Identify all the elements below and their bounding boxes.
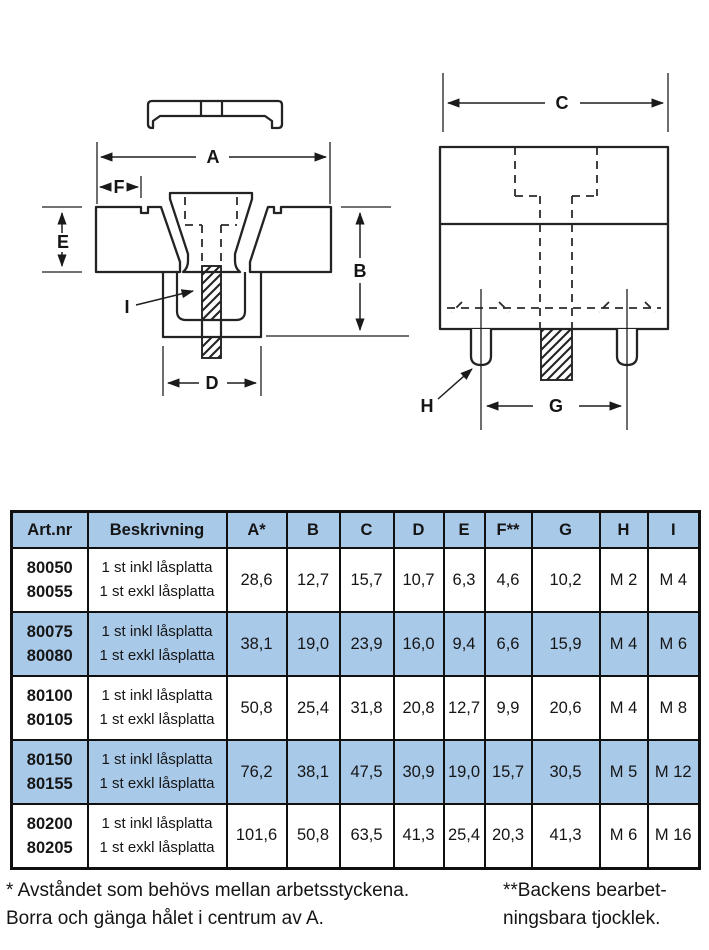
value-cell: 15,7 [340,548,394,612]
dim-label-c: C [555,93,569,113]
value-cell: M 8 [648,676,700,740]
description-line: 1 st inkl låsplatta [101,559,213,576]
description-line: 1 st exkl låsplatta [99,711,215,728]
dim-label-f: F [113,177,125,197]
value-cell: 25,4 [287,676,340,740]
value-cell: 12,7 [287,548,340,612]
description-cell [88,804,227,868]
header-cell: H [600,512,648,549]
header-cell: G [532,512,600,549]
art-nr-cell [12,548,88,612]
value-cell: M 2 [600,548,648,612]
clamp-insert [170,193,252,272]
value-cell: 47,5 [340,740,394,804]
dim-F [100,176,141,198]
spec-table [10,510,701,870]
value-cell: 76,2 [227,740,287,804]
value-cell: M 4 [648,548,700,612]
footnote-a-line2: Borra och gänga hålet i centrum av A. [6,907,324,929]
art-nr: 80080 [26,647,73,665]
value-cell: 6,3 [444,548,485,612]
art-nr: 80155 [26,775,73,793]
table-header-row [12,512,700,549]
bolt-section-upper [202,266,221,320]
left-section-view [42,101,409,396]
dim-label-b: B [353,261,367,281]
jaw-front-body [440,147,668,329]
value-cell: 30,5 [532,740,600,804]
value-cell: 38,1 [287,740,340,804]
value-cell: 9,4 [444,612,485,676]
description-cell [88,740,227,804]
value-cell: 25,4 [444,804,485,868]
dim-label-i: I [124,297,130,317]
art-nr-cell [12,740,88,804]
value-cell: 20,6 [532,676,600,740]
footnote-a [6,877,409,932]
art-nr: 80200 [26,814,73,833]
header-cell: A* [227,512,287,549]
value-cell: 4,6 [485,548,532,612]
value-cell: 15,7 [485,740,532,804]
art-nr: 80105 [26,711,73,729]
description-cell [88,676,227,740]
header-cell: Art.nr [12,512,88,549]
value-cell: 50,8 [287,804,340,868]
value-cell: 20,3 [485,804,532,868]
value-cell: 10,7 [394,548,444,612]
dim-label-a: A [206,147,220,167]
header-cell: E [444,512,485,549]
value-cell: M 4 [600,612,648,676]
value-cell: 12,7 [444,676,485,740]
footnote-a-line1: * Avståndet som behövs mellan arbetsstyckena. [6,880,410,901]
value-cell: 19,0 [444,740,485,804]
art-nr-cell [12,612,88,676]
art-nr: 80075 [26,623,73,641]
table-row [12,676,700,740]
art-nr: 80205 [26,838,73,857]
footnote-f-line2: ningsbara tjocklek. [503,907,661,929]
footnote-f-line1: **Backens bearbet- [503,880,667,901]
dim-label-g: G [548,396,564,416]
value-cell: M 4 [600,676,648,740]
value-cell: 6,6 [485,612,532,676]
header-cell: C [340,512,394,549]
dim-E [42,207,82,272]
description-line: 1 st inkl låsplatta [101,687,213,704]
art-nr: 80150 [26,751,73,769]
description-line: 1 st exkl låsplatta [99,775,215,792]
value-cell: 9,9 [485,676,532,740]
value-cell: 10,2 [532,548,600,612]
description-line: 1 st inkl låsplatta [101,751,213,768]
art-nr: 80050 [26,559,73,577]
header-cell: B [287,512,340,549]
description-line: 1 st exkl låsplatta [99,647,215,664]
callout-I [124,291,193,317]
description-line: 1 st exkl låsplatta [99,838,215,856]
value-cell: 19,0 [287,612,340,676]
value-cell: 41,3 [394,804,444,868]
value-cell: 30,9 [394,740,444,804]
jaw-top-view [148,101,282,128]
dim-label-e: E [56,232,70,252]
value-cell: M 16 [648,804,700,868]
value-cell: M 5 [600,740,648,804]
value-cell: 28,6 [227,548,287,612]
table-row [12,740,700,804]
bolt-section-lower [202,337,221,358]
value-cell: 23,9 [340,612,394,676]
dim-label-d: D [205,373,219,393]
value-cell: 50,8 [227,676,287,740]
description-line: 1 st inkl låsplatta [101,623,213,640]
art-nr: 80055 [26,583,73,601]
value-cell: 101,6 [227,804,287,868]
art-nr: 80100 [26,687,73,705]
description-line: 1 st exkl låsplatta [99,583,215,600]
table-row [12,612,700,676]
header-cell: F** [485,512,532,549]
description-cell [88,612,227,676]
art-nr-cell [12,676,88,740]
value-cell: 41,3 [532,804,600,868]
value-cell: 31,8 [340,676,394,740]
callout-H [421,369,473,416]
value-cell: M 12 [648,740,700,804]
value-cell: M 6 [600,804,648,868]
table-row [12,548,700,612]
footnote-f [503,877,667,932]
jaw-right-block [250,207,331,272]
art-nr-cell [12,804,88,868]
header-cell: D [394,512,444,549]
header-cell: I [648,512,700,549]
dim-label-h: H [420,396,434,416]
value-cell: 15,9 [532,612,600,676]
jaw-left-block [96,207,180,272]
value-cell: 63,5 [340,804,394,868]
bolt-front [541,329,572,380]
dim-C [443,73,668,132]
right-front-view [421,73,669,430]
description-cell [88,548,227,612]
description-line: 1 st inkl låsplatta [101,814,213,832]
table-row [12,804,700,868]
value-cell: 20,8 [394,676,444,740]
value-cell: 38,1 [227,612,287,676]
value-cell: 16,0 [394,612,444,676]
value-cell: M 6 [648,612,700,676]
header-cell: Beskrivning [88,512,227,549]
